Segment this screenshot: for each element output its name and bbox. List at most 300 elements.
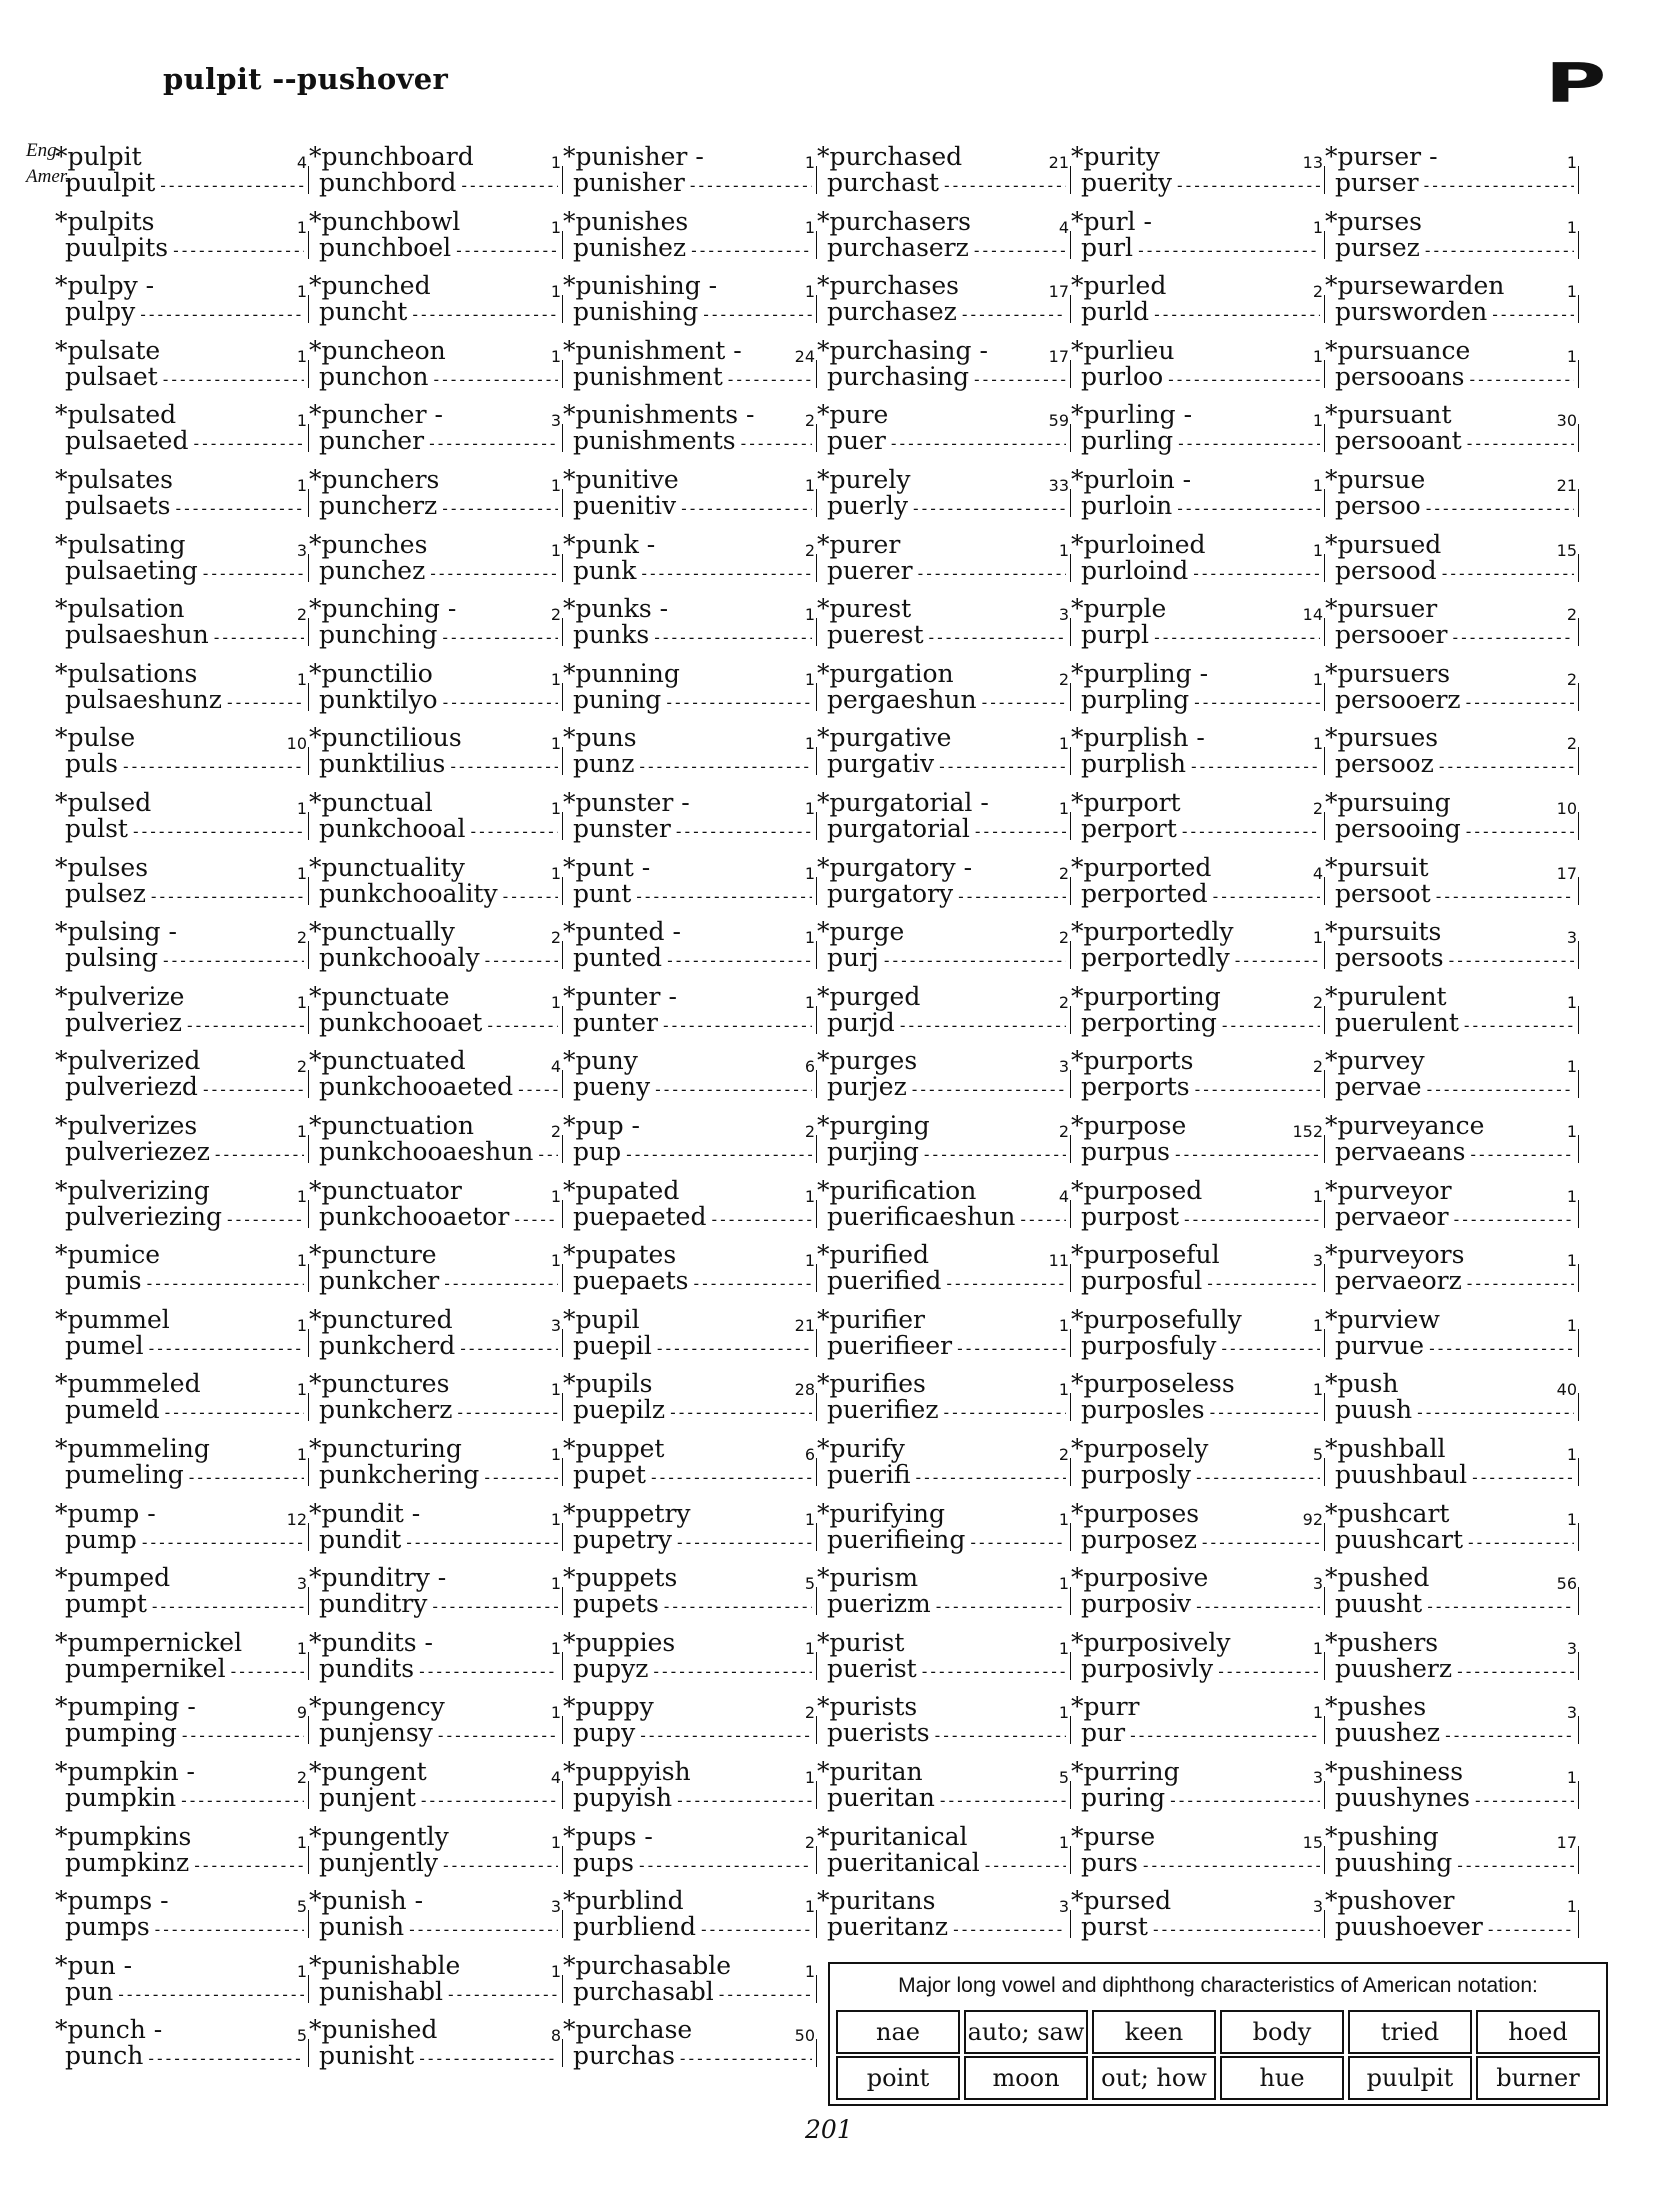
entry-spelling: purs -----	[1081, 1850, 1320, 1879]
column-divider	[1578, 1135, 1580, 1163]
entry-spelling: punisht -----	[319, 2043, 558, 2072]
entry-word: *purpling -	[1071, 658, 1209, 688]
entry-count: 3	[296, 540, 307, 560]
entry-count: 1	[550, 1703, 561, 1723]
entry-word: *pursed	[1071, 1886, 1172, 1916]
entry-count: 2	[1058, 863, 1069, 883]
entry-spelling: persoots -----	[1335, 945, 1574, 974]
word-entry	[817, 1884, 1070, 1940]
entry-count: 1	[296, 217, 307, 237]
entry-word: *pulpits	[55, 206, 155, 236]
entry-spelling: perportedly -----	[1081, 945, 1320, 974]
entry-spelling: pumpernikel -----	[65, 1656, 304, 1685]
entry-spelling: punted -----	[573, 945, 812, 974]
entry-word: *purging	[817, 1111, 930, 1140]
word-entry	[309, 1755, 562, 1811]
entry-spelling: pulsaeshun -----	[65, 622, 304, 651]
word-entry	[563, 657, 816, 713]
entry-spelling: puerly -----	[827, 493, 1066, 522]
entry-word: *punctured	[309, 1304, 453, 1334]
entry-count: 17	[1556, 1832, 1577, 1852]
word-entry	[55, 1238, 308, 1294]
entry-word: *punk -	[563, 529, 656, 559]
entry-count: 5	[296, 2026, 307, 2046]
entry-count: 1	[1312, 1315, 1323, 1335]
entry-spelling: puerificaeshun -----	[827, 1204, 1066, 1233]
word-entry	[55, 786, 308, 842]
word-entry	[563, 592, 816, 648]
word-entry	[817, 1755, 1070, 1811]
entry-spelling: punkchooaet -----	[319, 1010, 558, 1039]
column-divider	[1578, 1523, 1580, 1551]
entry-count: 1	[550, 1445, 561, 1464]
entry-count: 3	[1566, 1703, 1577, 1723]
entry-count: 6	[804, 1445, 815, 1464]
word-entry	[563, 1367, 816, 1423]
entry-word: *purveyance	[1325, 1111, 1485, 1140]
entry-spelling: punjently -----	[319, 1850, 558, 1879]
word-entry	[1071, 1432, 1324, 1488]
column-divider	[816, 1975, 818, 2003]
entry-spelling: pulveriezing -----	[65, 1204, 304, 1233]
entry-count: 1	[1058, 1315, 1069, 1335]
entry-spelling: pervaeor -----	[1335, 1204, 1574, 1233]
entry-word: *pursuing	[1325, 788, 1451, 817]
entry-spelling: puulpits -----	[65, 235, 304, 264]
word-entry	[1325, 1690, 1578, 1746]
entry-spelling: pun -----	[65, 1979, 304, 2008]
entry-count: 1	[550, 992, 561, 1012]
entry-count: 1	[550, 863, 561, 883]
word-entry	[817, 140, 1070, 196]
entry-count: 5	[1058, 1768, 1069, 1787]
word-entry	[1325, 1497, 1578, 1553]
entry-spelling: purchas -----	[573, 2043, 812, 2072]
entry-spelling: pueritan -----	[827, 1785, 1066, 1814]
entry-word: *purportedly	[1071, 917, 1234, 947]
entry-word: *pulsed	[55, 788, 152, 817]
column-divider	[1578, 1006, 1580, 1034]
word-entry	[309, 1432, 562, 1488]
word-entry	[309, 269, 562, 325]
word-entry	[817, 1432, 1070, 1488]
word-entry	[1071, 1820, 1324, 1876]
entry-count: 1	[804, 669, 815, 689]
column-divider	[1578, 877, 1580, 905]
entry-spelling: puulpit -----	[65, 170, 304, 199]
word-entry	[309, 528, 562, 584]
word-entry	[1071, 786, 1324, 842]
entry-word: *puns	[563, 723, 637, 753]
entry-word: *punchbowl	[309, 206, 461, 236]
entry-word: *pups -	[563, 1821, 653, 1851]
entry-count: 1	[1566, 217, 1577, 237]
entry-count: 1	[1566, 1897, 1577, 1917]
word-entry	[309, 205, 562, 261]
entry-spelling: pumping -----	[65, 1720, 304, 1749]
entry-count: 1	[804, 1768, 815, 1787]
word-entry	[55, 1109, 308, 1165]
word-entry	[1325, 721, 1578, 777]
entry-count: 28	[794, 1380, 815, 1400]
entry-word: *purveyors	[1325, 1240, 1465, 1270]
word-entry	[55, 851, 308, 907]
word-entry	[817, 1174, 1070, 1230]
word-entry	[563, 1755, 816, 1811]
entry-count: 1	[296, 992, 307, 1012]
entry-count: 1	[296, 669, 307, 689]
entry-count: 2	[296, 1768, 307, 1787]
word-entry	[1071, 1044, 1324, 1100]
entry-count: 1	[1058, 1509, 1069, 1529]
entry-spelling: purposivly -----	[1081, 1656, 1320, 1685]
word-entry	[817, 592, 1070, 648]
entry-word: *pumped	[55, 1563, 171, 1593]
word-entry	[309, 1238, 562, 1294]
column-divider	[1578, 1329, 1580, 1357]
word-entry	[1071, 140, 1324, 196]
entry-spelling: purposful -----	[1081, 1268, 1320, 1297]
word-entry	[309, 1561, 562, 1617]
entry-spelling: purl -----	[1081, 235, 1320, 264]
entry-count: 1	[550, 476, 561, 495]
entry-spelling: purloo -----	[1081, 364, 1320, 393]
entry-word: *purporting	[1071, 981, 1221, 1011]
word-entry	[563, 1884, 816, 1940]
entry-spelling: purchast -----	[827, 170, 1066, 199]
entry-spelling: pervaeorz -----	[1335, 1268, 1574, 1297]
entry-spelling: purling -----	[1081, 428, 1320, 457]
column-divider	[1578, 1393, 1580, 1421]
word-entry	[563, 980, 816, 1036]
word-entry	[563, 528, 816, 584]
entry-count: 17	[1048, 346, 1069, 366]
word-entry	[55, 1755, 308, 1811]
entry-count: 3	[1058, 1897, 1069, 1917]
word-entry	[563, 1109, 816, 1165]
word-entry	[563, 269, 816, 325]
entry-word: *puncher -	[309, 400, 443, 430]
entry-word: *pursuance	[1325, 335, 1471, 365]
entry-spelling: punishing -----	[573, 299, 812, 328]
entry-spelling: pulveriezd -----	[65, 1074, 304, 1103]
entry-word: *pushing	[1325, 1821, 1439, 1851]
word-entry	[563, 721, 816, 777]
entry-spelling: perporting -----	[1081, 1010, 1320, 1039]
entry-spelling: pump -----	[65, 1527, 304, 1556]
entry-word: *purposeful	[1071, 1240, 1220, 1270]
entry-word: *punishes	[563, 206, 689, 236]
word-entry	[1325, 1367, 1578, 1423]
entry-word: *purses	[1325, 206, 1423, 236]
word-entry	[55, 721, 308, 777]
entry-spelling: puushez -----	[1335, 1720, 1574, 1749]
entry-count: 8	[550, 2026, 561, 2046]
entry-spelling: pumeling -----	[65, 1462, 304, 1491]
entry-word: *pure	[817, 400, 889, 430]
entry-count: 17	[1048, 282, 1069, 302]
entry-word: *punished	[309, 2015, 438, 2045]
word-entry	[817, 851, 1070, 907]
entry-spelling: purvue -----	[1335, 1333, 1574, 1362]
word-entry	[817, 528, 1070, 584]
entry-spelling: purgatorial -----	[827, 816, 1066, 845]
word-entry	[309, 1109, 562, 1165]
word-entry	[1071, 721, 1324, 777]
entry-count: 1	[1566, 1768, 1577, 1787]
word-entry	[55, 398, 308, 454]
legend-cell: burner	[1476, 2056, 1600, 2100]
entry-word: *punchers	[309, 465, 440, 494]
entry-count: 33	[1048, 476, 1069, 495]
entry-word: *punishing -	[563, 271, 718, 301]
entry-count: 1	[1566, 1186, 1577, 1206]
word-entry	[817, 1626, 1070, 1682]
word-entry	[817, 1044, 1070, 1100]
word-entry	[1325, 786, 1578, 842]
entry-word: *pummeling	[55, 1434, 210, 1463]
word-entry	[1325, 334, 1578, 390]
entry-spelling: perported -----	[1081, 881, 1320, 910]
word-entry	[309, 1820, 562, 1876]
entry-count: 11	[1048, 1251, 1069, 1271]
word-entry	[309, 140, 562, 196]
entry-word: *purulent	[1325, 981, 1447, 1011]
word-entry	[309, 334, 562, 390]
entry-spelling: punkcher -----	[319, 1268, 558, 1297]
entry-word: *puritans	[817, 1886, 936, 1916]
entry-word: *pummeled	[55, 1369, 201, 1399]
legend-row-2	[836, 2056, 1600, 2100]
entry-word: *pulsated	[55, 400, 177, 430]
entry-word: *pulsation	[55, 594, 185, 624]
entry-word: *pulsating	[55, 529, 186, 559]
entry-count: 1	[1058, 1574, 1069, 1594]
entry-count: 2	[1312, 992, 1323, 1012]
word-entry	[563, 205, 816, 261]
entry-count: 1	[804, 605, 815, 625]
entry-spelling: punchbord -----	[319, 170, 558, 199]
entry-count: 3	[1058, 1057, 1069, 1077]
entry-word: *punctual	[309, 788, 433, 817]
entry-count: 4	[1058, 1186, 1069, 1206]
entry-word: *purchasers	[817, 206, 971, 236]
entry-spelling: purchaserz -----	[827, 235, 1066, 264]
entry-spelling: punks -----	[573, 622, 812, 651]
entry-spelling: puushoever -----	[1335, 1914, 1574, 1943]
word-entry	[309, 1044, 562, 1100]
entry-count: 1	[1566, 1445, 1577, 1464]
entry-word: *purists	[817, 1692, 918, 1722]
entry-word: *pump -	[55, 1498, 156, 1528]
entry-spelling: persooant -----	[1335, 428, 1574, 457]
entry-word: *purer	[817, 529, 901, 559]
entry-word: *pun -	[55, 1950, 133, 1980]
entry-count: 1	[296, 1186, 307, 1206]
entry-count: 1	[1058, 1380, 1069, 1400]
entry-spelling: puning -----	[573, 687, 812, 716]
entry-count: 1	[804, 282, 815, 302]
entry-spelling: persoo -----	[1335, 493, 1574, 522]
entry-count: 1	[296, 1961, 307, 1981]
entry-count: 1	[550, 669, 561, 689]
entry-count: 1	[550, 217, 561, 237]
word-entry	[817, 1238, 1070, 1294]
entry-word: *puppetry	[563, 1498, 691, 1528]
word-entry	[817, 1303, 1070, 1359]
entry-count: 1	[1058, 799, 1069, 818]
entry-word: *purifier	[817, 1304, 925, 1334]
word-entry	[1325, 398, 1578, 454]
entry-spelling: puenitiv -----	[573, 493, 812, 522]
entry-spelling: puerity -----	[1081, 170, 1320, 199]
column-divider	[1578, 941, 1580, 969]
entry-word: *purified	[817, 1240, 930, 1270]
entry-spelling: purjez -----	[827, 1074, 1066, 1103]
entry-word: *punched	[309, 271, 431, 301]
word-entry	[309, 915, 562, 971]
entry-spelling: puushing -----	[1335, 1850, 1574, 1879]
word-entry	[1071, 592, 1324, 648]
entry-word: *purveyor	[1325, 1175, 1452, 1205]
entry-spelling: purpling -----	[1081, 687, 1320, 716]
entry-word: *punter -	[563, 981, 677, 1011]
entry-count: 1	[296, 411, 307, 431]
word-entry	[563, 915, 816, 971]
entry-spelling: punt -----	[573, 881, 812, 910]
entry-spelling: puls -----	[65, 751, 304, 780]
entry-count: 2	[1566, 734, 1577, 754]
entry-word: *punishments -	[563, 400, 755, 430]
entry-spelling: pundit -----	[319, 1527, 558, 1556]
word-entry	[817, 1561, 1070, 1617]
column-divider	[1578, 1781, 1580, 1809]
entry-word: *pushers	[1325, 1627, 1439, 1657]
word-entry	[309, 851, 562, 907]
page-number: 201	[805, 2115, 853, 2144]
word-entry	[55, 334, 308, 390]
word-entry	[1071, 269, 1324, 325]
word-entry	[817, 463, 1070, 519]
entry-word: *purgatorial -	[817, 788, 989, 817]
entry-word: *purl -	[1071, 206, 1152, 236]
word-entry	[563, 2013, 816, 2069]
entry-count: 3	[1566, 928, 1577, 948]
entry-count: 1	[296, 1251, 307, 1271]
entry-spelling: purpus -----	[1081, 1139, 1320, 1168]
entry-spelling: punisher -----	[573, 170, 812, 199]
word-entry	[309, 1174, 562, 1230]
entry-count: 3	[1312, 1768, 1323, 1787]
entry-word: *punitive	[563, 465, 679, 494]
entry-spelling: punktilyo -----	[319, 687, 558, 716]
column-divider	[1578, 1200, 1580, 1228]
entry-word: *punctilio	[309, 658, 433, 688]
entry-count: 5	[1312, 1445, 1323, 1464]
word-entry	[1325, 851, 1578, 907]
entry-spelling: purposez -----	[1081, 1527, 1320, 1556]
word-entry	[1325, 915, 1578, 971]
entry-spelling: punter -----	[573, 1010, 812, 1039]
entry-spelling: punishabl -----	[319, 1979, 558, 2008]
word-entry	[563, 1626, 816, 1682]
entry-count: 21	[1556, 476, 1577, 495]
entry-word: *punches	[309, 529, 428, 559]
legend-title: Major long vowel and diphthong characteristics of American notation:	[898, 1974, 1538, 1997]
entry-spelling: punchez -----	[319, 558, 558, 587]
entry-word: *puritan	[817, 1757, 923, 1786]
word-entry	[563, 1820, 816, 1876]
entry-count: 1	[296, 863, 307, 883]
word-entry	[1071, 1238, 1324, 1294]
entry-word: *pumpkins	[55, 1821, 192, 1851]
word-entry	[55, 205, 308, 261]
entry-spelling: purj -----	[827, 945, 1066, 974]
entry-word: *purgation	[817, 658, 954, 688]
entry-count: 5	[804, 1574, 815, 1594]
entry-word: *purpose	[1071, 1111, 1187, 1140]
entry-spelling: puerest -----	[827, 622, 1066, 651]
entry-spelling: puerifi -----	[827, 1462, 1066, 1491]
word-entry	[309, 980, 562, 1036]
entry-count: 1	[296, 1445, 307, 1464]
entry-count: 4	[1058, 217, 1069, 237]
entry-spelling: purposfuly -----	[1081, 1333, 1320, 1362]
word-entry	[1325, 1820, 1578, 1876]
entry-count: 50	[794, 2026, 815, 2046]
word-entry	[55, 1690, 308, 1746]
entry-spelling: puncherz -----	[319, 493, 558, 522]
entry-word: *purchasable	[563, 1950, 732, 1980]
entry-spelling: punishez -----	[573, 235, 812, 264]
entry-word: *puppet	[563, 1434, 665, 1463]
word-entry	[309, 1690, 562, 1746]
entry-word: *puncheon	[309, 335, 446, 365]
entry-spelling: purjd -----	[827, 1010, 1066, 1039]
entry-spelling: puusht -----	[1335, 1591, 1574, 1620]
entry-spelling: puer -----	[827, 428, 1066, 457]
entry-word: *purring	[1071, 1757, 1180, 1786]
entry-spelling: puushcart -----	[1335, 1527, 1574, 1556]
entry-count: 2	[296, 1057, 307, 1077]
entry-word: *pungent	[309, 1757, 427, 1786]
column-divider	[1578, 166, 1580, 194]
entry-word: *puny	[563, 1046, 638, 1076]
entry-spelling: persood -----	[1335, 558, 1574, 587]
entry-word: *pushover	[1325, 1886, 1455, 1916]
word-entry	[309, 1367, 562, 1423]
legend-cell: keen	[1092, 2010, 1216, 2054]
entry-spelling: puerifieing -----	[827, 1527, 1066, 1556]
entry-spelling: persooz -----	[1335, 751, 1574, 780]
word-entry	[1071, 1174, 1324, 1230]
entry-spelling: purgativ -----	[827, 751, 1066, 780]
entry-count: 1	[1566, 992, 1577, 1012]
entry-spelling: pupyz -----	[573, 1656, 812, 1685]
word-entry	[55, 1303, 308, 1359]
entry-word: *purloin -	[1071, 465, 1192, 494]
entry-word: *purifying	[817, 1498, 946, 1528]
entry-spelling: purplish -----	[1081, 751, 1320, 780]
word-entry	[1325, 1432, 1578, 1488]
legend-cell: moon	[964, 2056, 1088, 2100]
word-entry	[55, 269, 308, 325]
entry-count: 1	[1312, 411, 1323, 431]
word-entry	[55, 1820, 308, 1876]
word-entry	[309, 2013, 562, 2069]
word-entry	[563, 398, 816, 454]
word-entry	[55, 657, 308, 713]
